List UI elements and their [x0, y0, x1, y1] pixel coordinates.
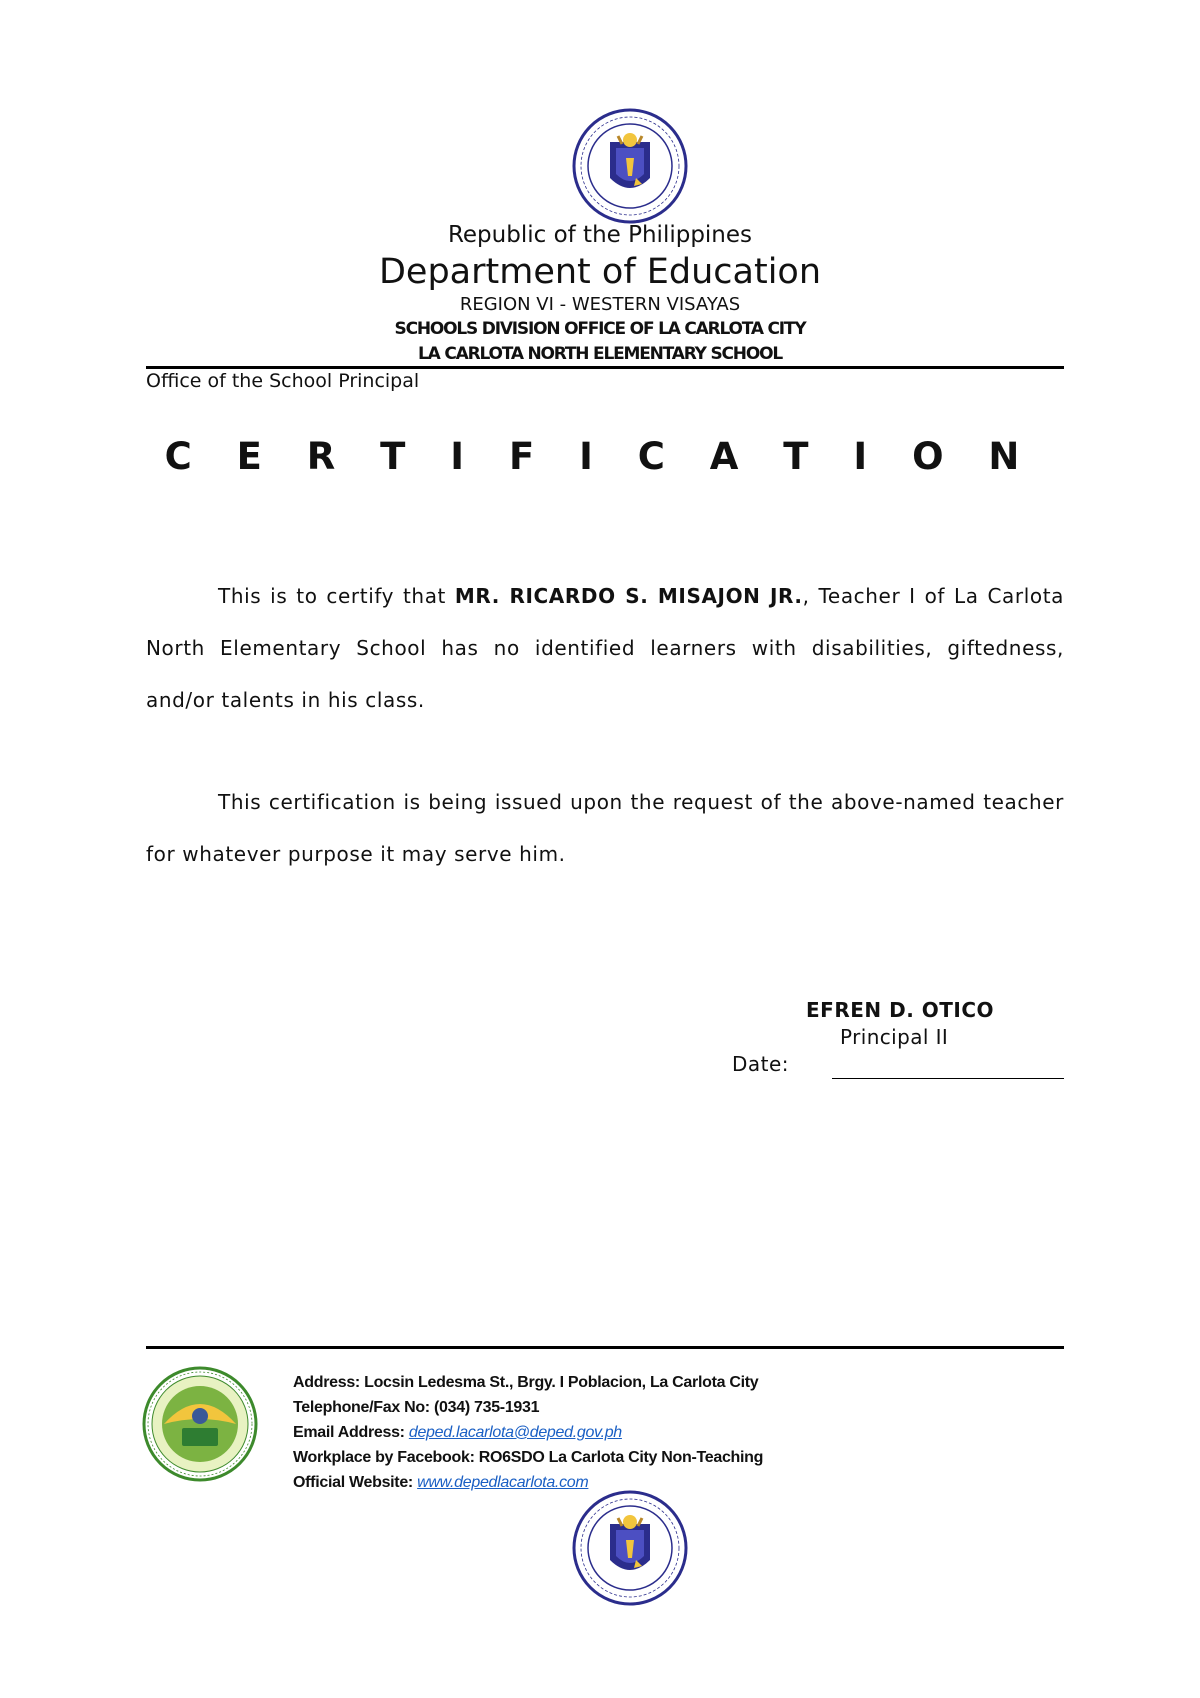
date-label: Date: — [732, 1052, 790, 1076]
office-line: Office of the School Principal — [146, 370, 420, 392]
email-link[interactable]: deped.lacarlota@deped.gov.ph — [408, 1424, 622, 1441]
body-paragraph-2: This certification is being issued upon the request of the above-named teacher for whatever purpose it may serve him. — [146, 790, 1064, 866]
phone-value: (034) 735-1931 — [434, 1399, 540, 1416]
division-seal-icon — [142, 1366, 258, 1482]
signatory-name: EFREN D. OTICO — [806, 998, 995, 1022]
p1-intro: This is to certify that — [218, 584, 455, 608]
republic-line: Republic of the Philippines — [447, 222, 753, 248]
deped-seal-top-icon — [572, 108, 688, 224]
deped-seal-top — [572, 108, 688, 224]
website-link[interactable]: www.depedlacarlota.com — [417, 1474, 589, 1491]
footer-address — [293, 1370, 763, 1395]
division-line: SCHOOLS DIVISION OFFICE OF LA CARLOTA CITY — [394, 319, 806, 339]
footer-phone — [293, 1395, 763, 1420]
phone-label: Telephone/Fax No: — [293, 1399, 430, 1416]
email-label: Email Address: — [293, 1424, 405, 1441]
footer-rule — [146, 1346, 1064, 1349]
certification-title: C E R T I F I C A T I O N — [164, 435, 1036, 478]
p1-rest: , Teacher I of La Carlota North Elementary School has no identified learners with disabilities, giftedness, and/or talents in his class. — [146, 584, 1064, 712]
website-label: Official Website: — [293, 1474, 413, 1491]
footer-website — [293, 1470, 763, 1495]
signatory-position: Principal II — [840, 1025, 949, 1049]
footer-email — [293, 1420, 763, 1445]
department-title: Department of Education — [378, 252, 822, 292]
header-rule — [146, 366, 1064, 369]
date-signature-line — [832, 1078, 1064, 1079]
address-label: Address: — [293, 1374, 360, 1391]
deped-seal-bottom-icon — [572, 1490, 688, 1606]
teacher-name: MR. RICARDO S. MISAJON JR. — [454, 584, 803, 608]
school-line: LA CARLOTA NORTH ELEMENTARY SCHOOL — [418, 344, 782, 364]
footer-contact — [293, 1370, 763, 1495]
facebook-label: Workplace by Facebook: — [293, 1449, 475, 1466]
deped-seal-bottom — [572, 1490, 688, 1606]
address-value: Locsin Ledesma St., Brgy. I Poblacion, La Carlota City — [364, 1374, 759, 1391]
facebook-value: RO6SDO La Carlota City Non-Teaching — [478, 1449, 764, 1466]
division-seal — [142, 1366, 258, 1482]
footer-facebook — [293, 1445, 763, 1470]
body-paragraph-1 — [146, 570, 1064, 726]
region-line: REGION VI - WESTERN VISAYAS — [459, 294, 741, 315]
